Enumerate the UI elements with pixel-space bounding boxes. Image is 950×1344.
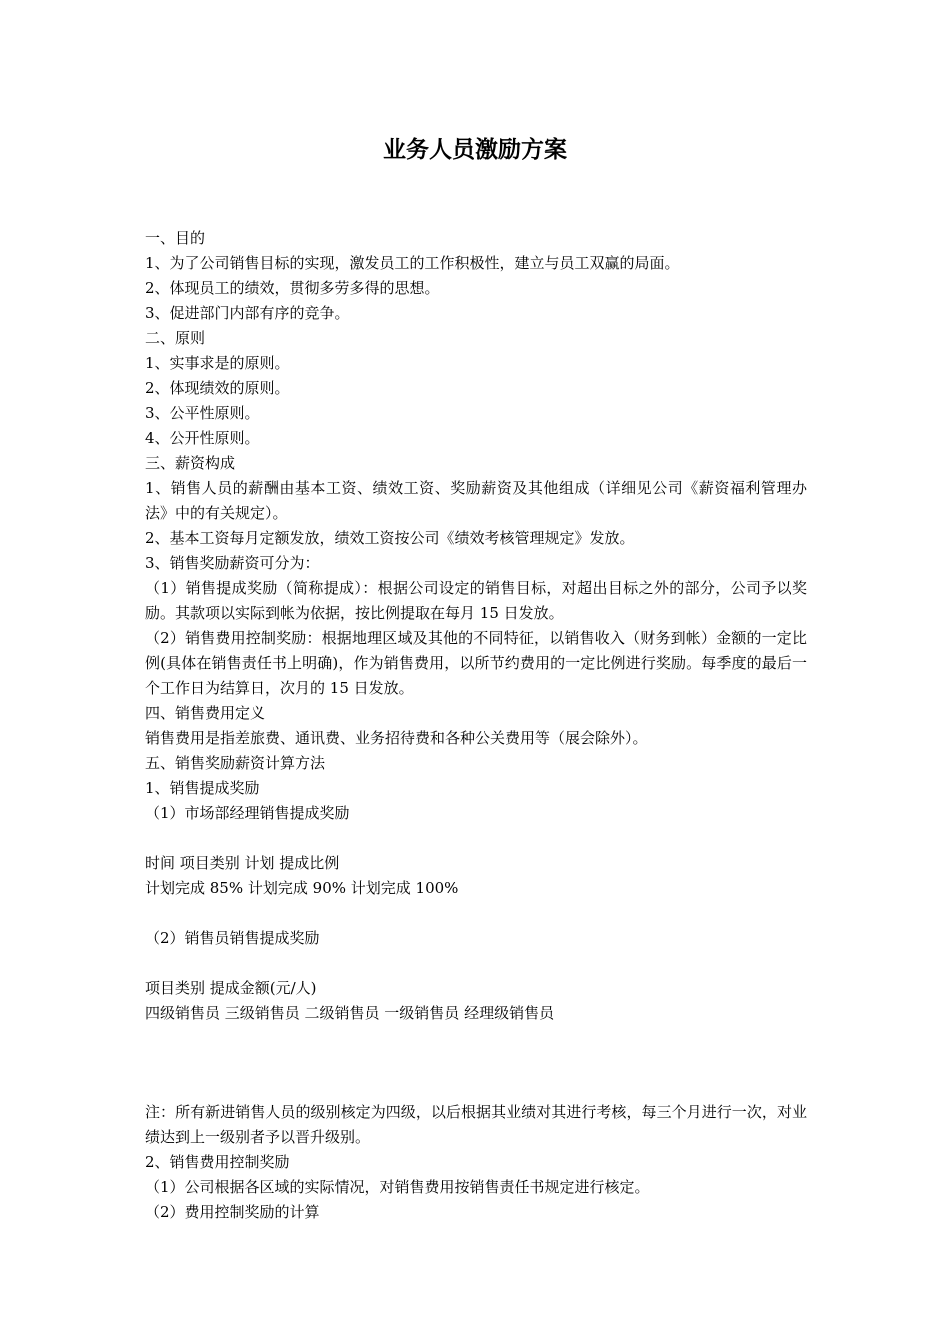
section-heading-principles: 二、原则 bbox=[145, 329, 206, 347]
section-heading-calculation: 五、销售奖励薪资计算方法 bbox=[145, 754, 326, 772]
document-body bbox=[145, 226, 807, 1225]
purpose-item-3: 3、促进部门内部有序的竞争。 bbox=[145, 304, 350, 322]
spacer bbox=[145, 901, 807, 926]
salary-item-1: 1、销售人员的薪酬由基本工资、绩效工资、奖励薪资及其他组成（详细见公司《薪资福利管理办法》中的有关规定）。 bbox=[145, 479, 807, 522]
spacer bbox=[145, 951, 807, 976]
expense-subitem-1: （1）公司根据各区域的实际情况，对销售费用按销售责任书规定进行核定。 bbox=[145, 1178, 650, 1196]
table2-header-row: 项目类别 提成金额(元/人) bbox=[145, 979, 317, 997]
salary-subitem-2: （2）销售费用控制奖励：根据地理区域及其他的不同特征，以销售收入（财务到帐）金额的一定比例(具体在销售责任书上明确)，作为销售费用，以所节约费用的一定比例进行奖励。每季度的最后一个工作日为结算日，次月的 15 日发放。 bbox=[145, 629, 807, 697]
salary-subitem-1: （1）销售提成奖励（简称提成）：根据公司设定的销售目标，对超出目标之外的部分，公司予以奖励。其款项以实际到帐为依据，按比例提取在每月 15 日发放。 bbox=[145, 579, 807, 622]
salary-item-2: 2、基本工资每月定额发放，绩效工资按公司《绩效考核管理规定》发放。 bbox=[145, 529, 635, 547]
spacer bbox=[145, 826, 807, 851]
purpose-item-1: 1、为了公司销售目标的实现，激发员工的工作积极性，建立与员工双赢的局面。 bbox=[145, 254, 680, 272]
table2-data-row: 四级销售员 三级销售员 二级销售员 一级销售员 经理级销售员 bbox=[145, 1004, 555, 1022]
section-heading-sales-expense: 四、销售费用定义 bbox=[145, 704, 266, 722]
principle-item-1: 1、实事求是的原则。 bbox=[145, 354, 290, 372]
principle-item-3: 3、公平性原则。 bbox=[145, 404, 260, 422]
table1-data-row: 计划完成 85% 计划完成 90% 计划完成 100% bbox=[145, 879, 459, 897]
principle-item-4: 4、公开性原则。 bbox=[145, 429, 260, 447]
principle-item-2: 2、体现绩效的原则。 bbox=[145, 379, 290, 397]
calculation-subitem-2: （2）销售员销售提成奖励 bbox=[145, 929, 320, 947]
calculation-item-1: 1、销售提成奖励 bbox=[145, 779, 260, 797]
calculation-item-2: 2、销售费用控制奖励 bbox=[145, 1153, 290, 1171]
table1-header-row: 时间 项目类别 计划 提成比例 bbox=[145, 854, 340, 872]
note-paragraph: 注：所有新进销售人员的级别核定为四级，以后根据其业绩对其进行考核，每三个月进行一次，对业绩达到上一级别者予以晋升级别。 bbox=[145, 1103, 807, 1146]
purpose-item-2: 2、体现员工的绩效，贯彻多劳多得的思想。 bbox=[145, 279, 440, 297]
salary-item-3: 3、销售奖励薪资可分为： bbox=[145, 554, 320, 572]
section-heading-salary-structure: 三、薪资构成 bbox=[145, 454, 236, 472]
expense-subitem-2: （2）费用控制奖励的计算 bbox=[145, 1203, 320, 1221]
sales-expense-definition: 销售费用是指差旅费、通讯费、业务招待费和各种公关费用等（展会除外）。 bbox=[145, 729, 648, 747]
document-title: 业务人员激励方案 bbox=[383, 137, 567, 163]
section-heading-purpose: 一、目的 bbox=[145, 229, 206, 247]
calculation-subitem-1: （1）市场部经理销售提成奖励 bbox=[145, 804, 350, 822]
spacer bbox=[145, 1026, 807, 1100]
